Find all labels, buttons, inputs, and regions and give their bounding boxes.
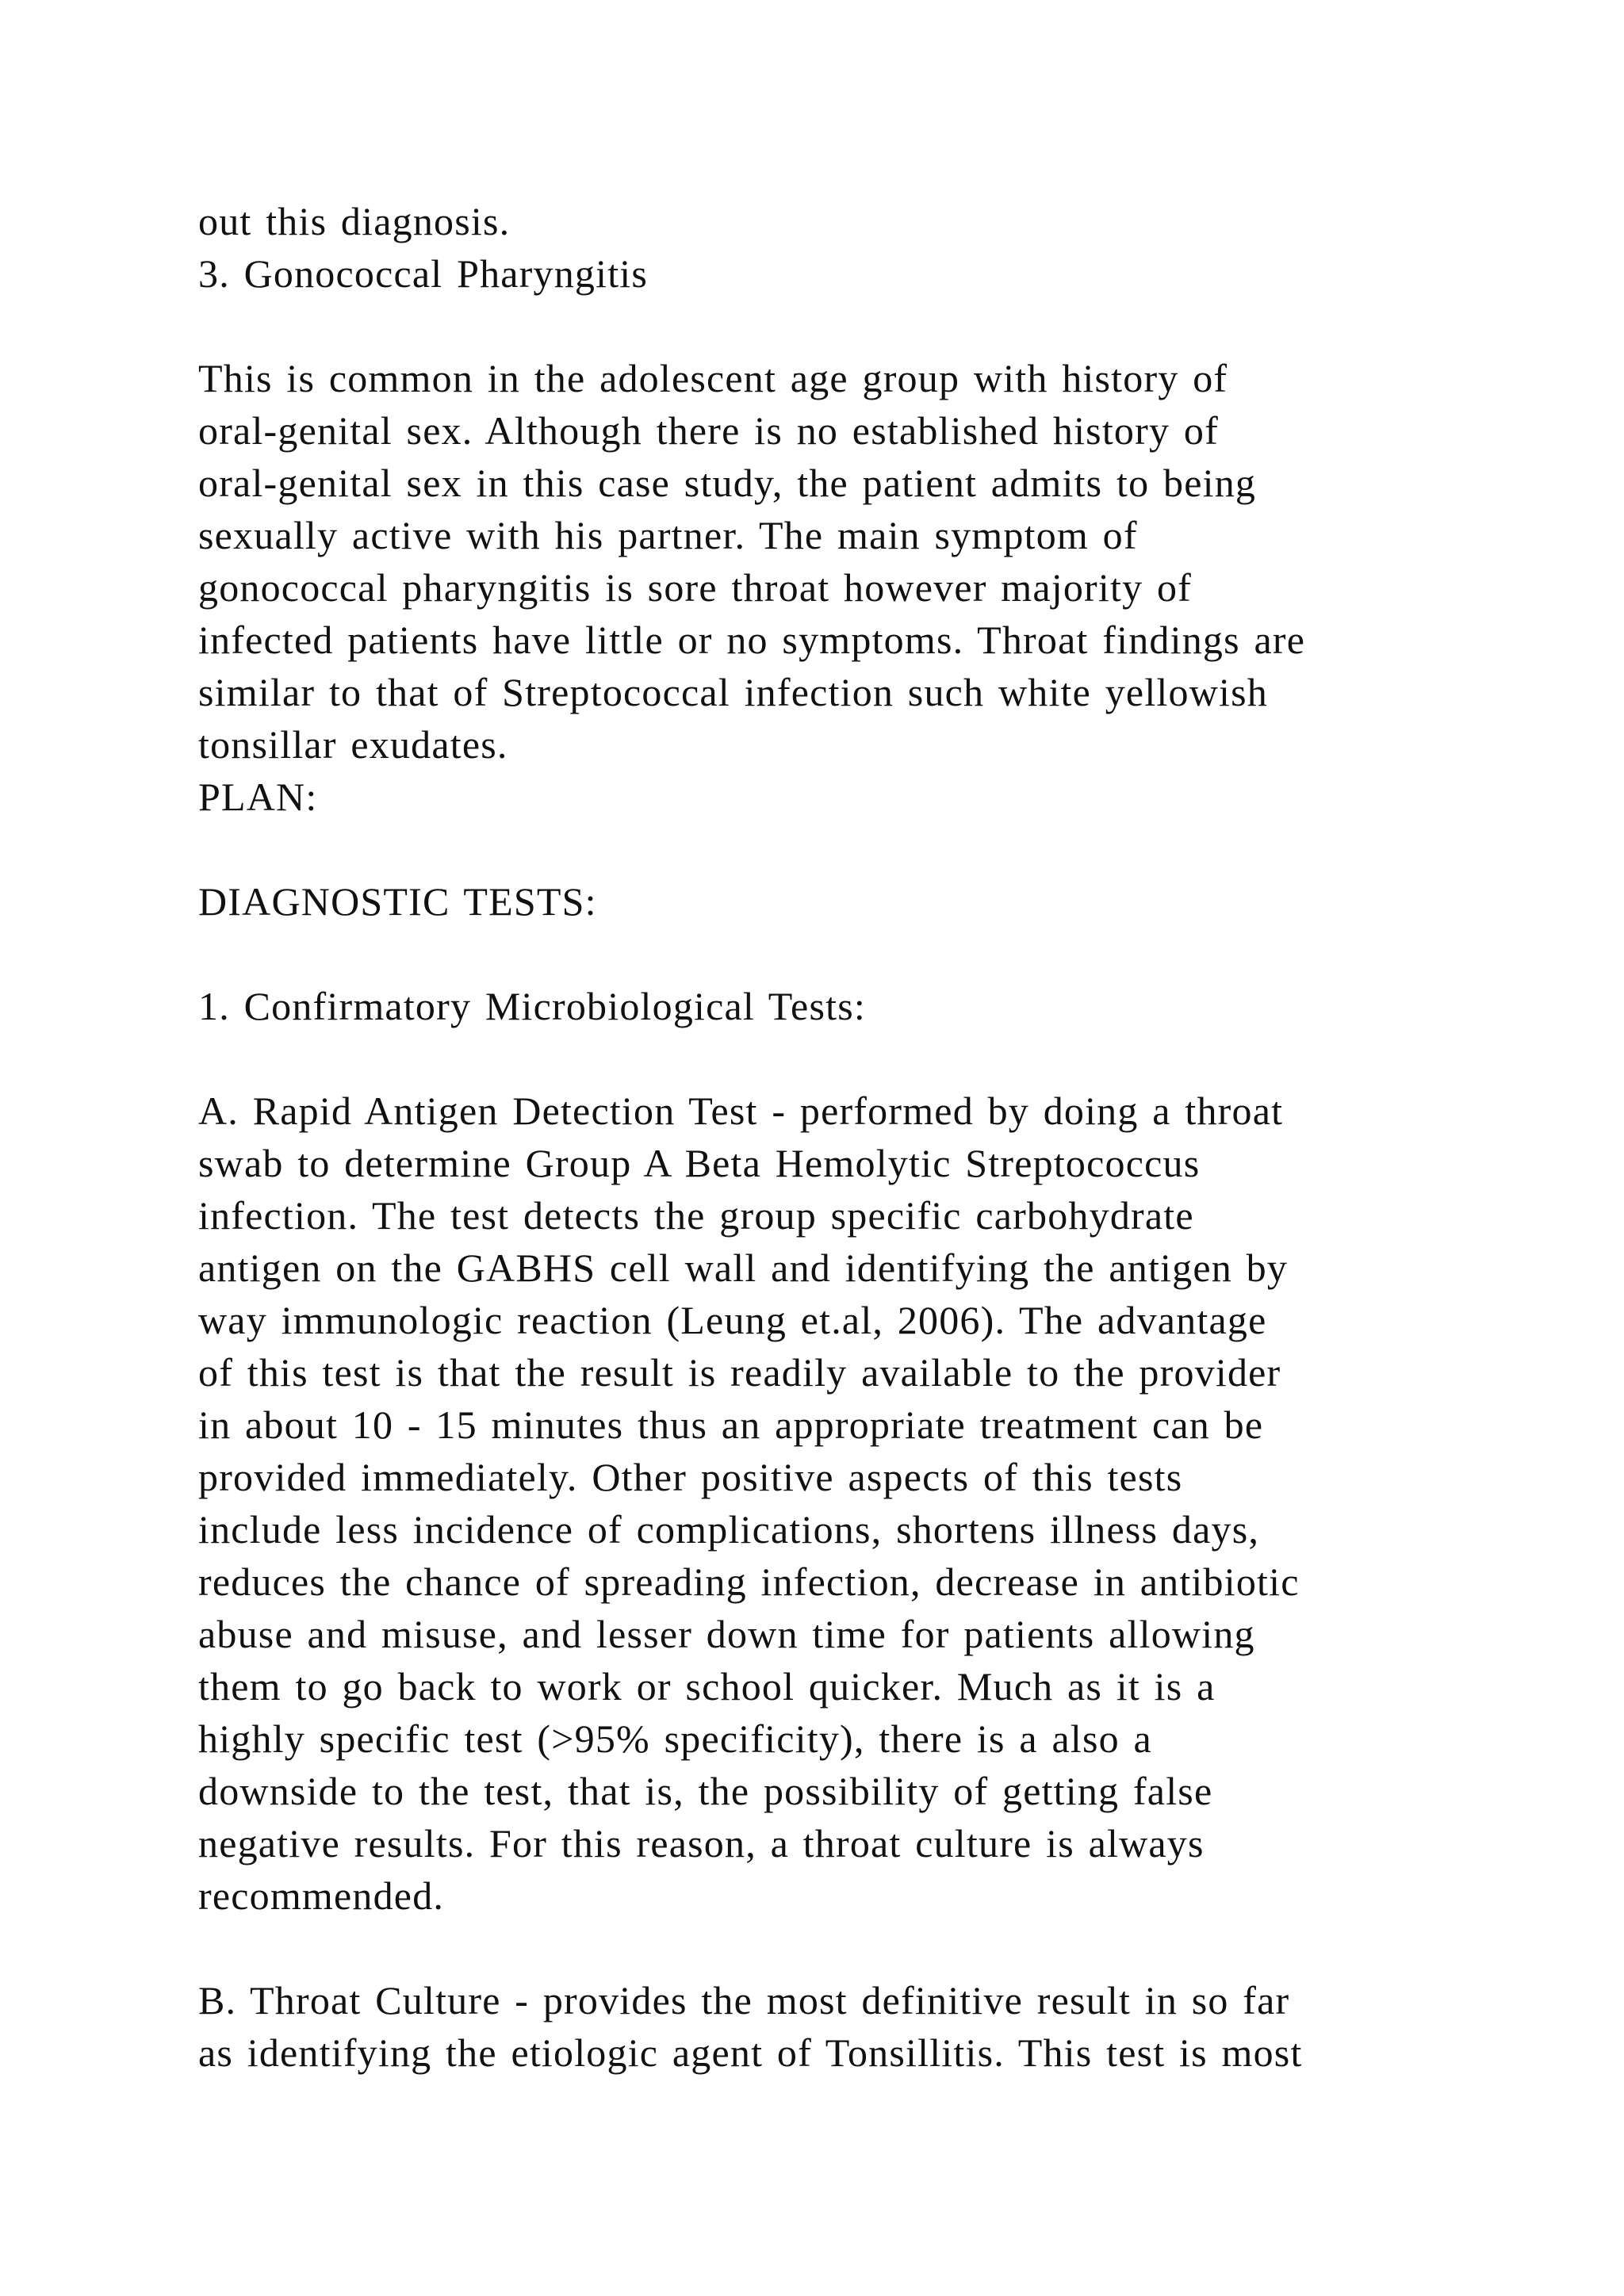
text-line: negative results. For this reason, a throat culture is always <box>198 1821 1205 1866</box>
text-line: recommended. <box>198 1873 445 1918</box>
text-line: include less incidence of complications, shortens illness days, <box>198 1507 1260 1552</box>
text-line: abuse and misuse, and lesser down time for patients allowing <box>198 1612 1255 1656</box>
blank-line <box>198 928 1562 980</box>
text-line: similar to that of Streptococcal infection such white yellowish <box>198 670 1268 714</box>
text-line: oral-genital sex. Although there is no established history of <box>198 408 1219 453</box>
text-line: infection. The test detects the group specific carbohydrate <box>198 1193 1194 1238</box>
text-line: B. Throat Culture - provides the most definitive result in so far <box>198 1978 1290 2022</box>
text-line: sexually active with his partner. The main symptom of <box>198 513 1138 557</box>
text-line: A. Rapid Antigen Detection Test - performed by doing a throat <box>198 1089 1284 1133</box>
text-line: of this test is that the result is readily available to the provider <box>198 1350 1281 1395</box>
section-heading: DIAGNOSTIC TESTS: <box>198 879 597 924</box>
text-line: gonococcal pharyngitis is sore throat however majority of <box>198 565 1193 610</box>
text-line: tonsillar exudates. <box>198 722 508 767</box>
text-line: as identifying the etiologic agent of Tonsillitis. This test is most <box>198 2030 1303 2075</box>
blank-line <box>198 1032 1562 1085</box>
text-line: reduces the chance of spreading infection, decrease in antibiotic <box>198 1559 1300 1604</box>
text-line: infected patients have little or no symptoms. Throat findings are <box>198 618 1306 662</box>
text-line: This is common in the adolescent age group with history of <box>198 356 1228 400</box>
text-line: way immunologic reaction (Leung et.al, 2006). The advantage <box>198 1298 1267 1342</box>
blank-line <box>198 300 1562 352</box>
text-line: antigen on the GABHS cell wall and identifying the antigen by <box>198 1246 1289 1290</box>
text-line: oral-genital sex in this case study, the patient admits to being <box>198 461 1257 505</box>
section-heading: PLAN: <box>198 775 318 819</box>
blank-line <box>198 823 1562 875</box>
text-line: in about 10 - 15 minutes thus an appropriate treatment can be <box>198 1402 1264 1447</box>
text-line: out this diagnosis. <box>198 199 511 243</box>
document-body <box>198 195 1562 2079</box>
text-line: highly specific test (>95% specificity), there is a also a <box>198 1716 1152 1761</box>
blank-line <box>198 1922 1562 1974</box>
section-heading: 1. Confirmatory Microbiological Tests: <box>198 984 866 1028</box>
text-line: swab to determine Group A Beta Hemolytic Streptococcus <box>198 1141 1201 1185</box>
text-line: downside to the test, that is, the possibility of getting false <box>198 1769 1213 1813</box>
text-line: provided immediately. Other positive aspects of this tests <box>198 1455 1183 1499</box>
section-heading: 3. Gonococcal Pharyngitis <box>198 251 649 296</box>
text-line: them to go back to work or school quicker. Much as it is a <box>198 1664 1216 1709</box>
